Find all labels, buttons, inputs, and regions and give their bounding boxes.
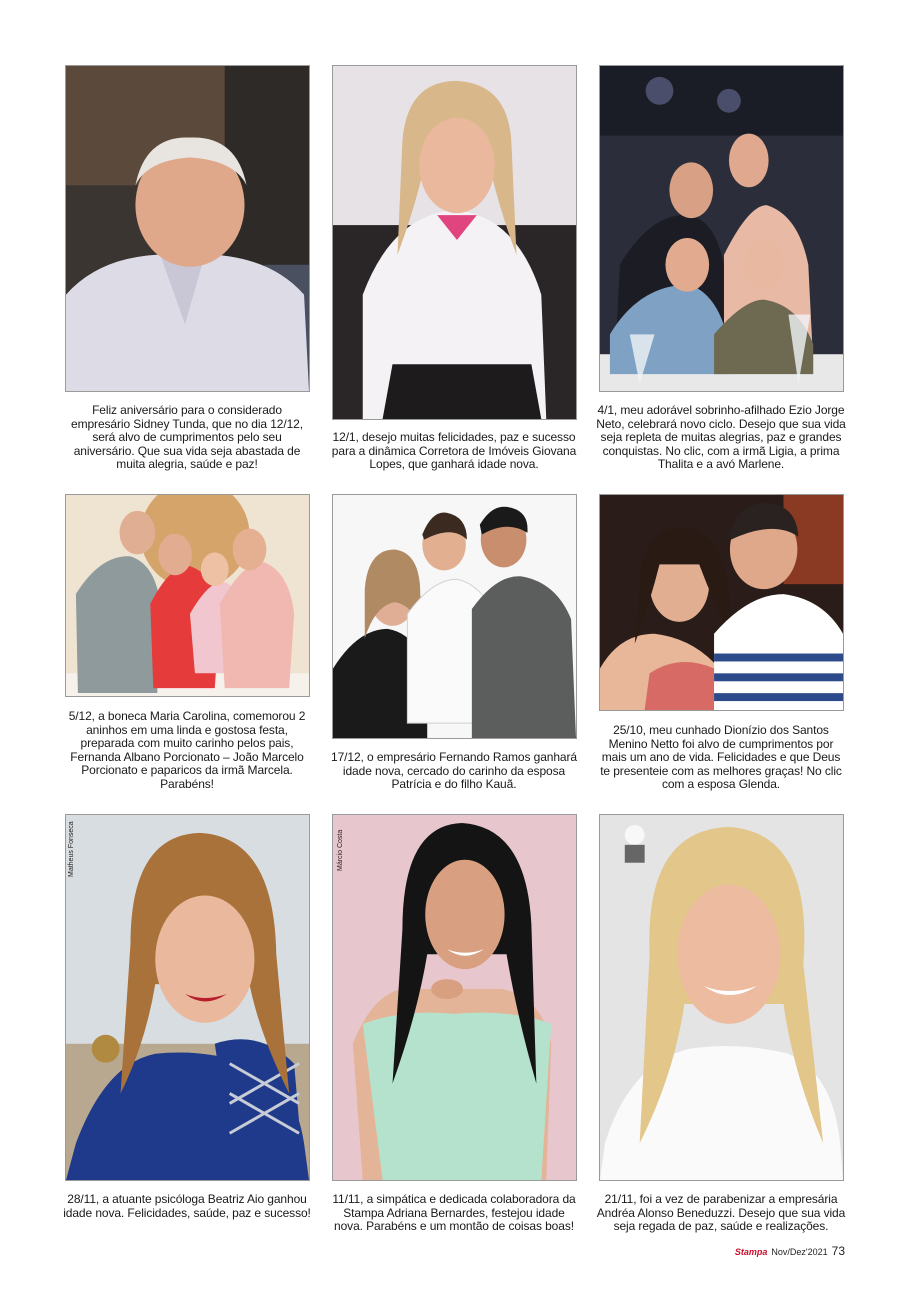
page-footer: [735, 1244, 845, 1258]
photo-credit: Matheus Fonseca: [68, 821, 75, 877]
photo-sidney-tunda: [65, 65, 310, 392]
photo-fernando-ramos: [332, 494, 577, 739]
caption-giovana-lopes: 12/1, desejo muitas felicidades, paz e sucesso para a dinâmica Corretora de Imóveis Giovana Lopes, que ganhará idade nova.: [331, 430, 577, 472]
magazine-brand: Stampa: [734, 1247, 768, 1257]
caption-maria-carolina: 5/12, a boneca Maria Carolina, comemorou 2 aninhos em uma linda e gostosa festa, preparada com muito carinho pelos pais, Fernanda Albano Porcionato – João Marcelo Porcionato e paparicos da irmã Marcela. Parabéns!: [68, 709, 306, 791]
caption-sidney-tunda: Feliz aniversário para o considerado empresário Sidney Tunda, que no dia 12/12, será alvo de cumprimentos pelo seu aniversário. Que sua vida seja abastada de muita alegria, saúde e paz!: [71, 403, 303, 472]
caption-adriana-bernardes: 11/11, a simpática e dedicada colaboradora da Stampa Adriana Bernardes, festejou idade nova. Parabéns e um montão de coisas boas!: [332, 1192, 576, 1234]
photo-beatriz-aio: [65, 814, 310, 1181]
photo-ezio-jorge-neto: [599, 65, 844, 392]
photo-giovana-lopes: [332, 65, 577, 420]
photo-credit: Márcio Costa: [337, 829, 344, 871]
issue-date: Nov/Dez'2021: [771, 1247, 828, 1257]
caption-ezio-jorge-neto: 4/1, meu adorável sobrinho-afilhado Ezio Jorge Neto, celebrará novo ciclo. Desejo que sua vida seja repleta de muitas alegrias, paz e grandes conquistas. No clic, com a irmã Ligia, a prima Thalita e a avó Marlene.: [596, 403, 846, 472]
caption-dionizio-netto: 25/10, meu cunhado Dionízio dos Santos Menino Netto foi alvo de cumprimentos por mais um ano de vida. Felicidades e que Deus te presenteie com as melhores graças! No clic com a esposa Glenda.: [600, 723, 842, 792]
photo-andrea-beneduzzi: [599, 814, 844, 1181]
photo-adriana-bernardes: [332, 814, 577, 1181]
photo-maria-carolina: [65, 494, 310, 697]
page-number: 73: [831, 1244, 845, 1258]
caption-beatriz-aio: 28/11, a atuante psicóloga Beatriz Aio ganhou idade nova. Felicidades, saúde, paz e sucesso!: [63, 1192, 311, 1220]
caption-fernando-ramos: 17/12, o empresário Fernando Ramos ganhará idade nova, cercado do carinho da esposa Patrícia e do filho Kauã.: [331, 750, 577, 792]
caption-andrea-beneduzzi: 21/11, foi a vez de parabenizar a empresária Andréa Alonso Beneduzzi. Desejo que sua vida seja regada de paz, saúde e realizações.: [596, 1192, 846, 1234]
photo-dionizio-netto: [599, 494, 844, 711]
